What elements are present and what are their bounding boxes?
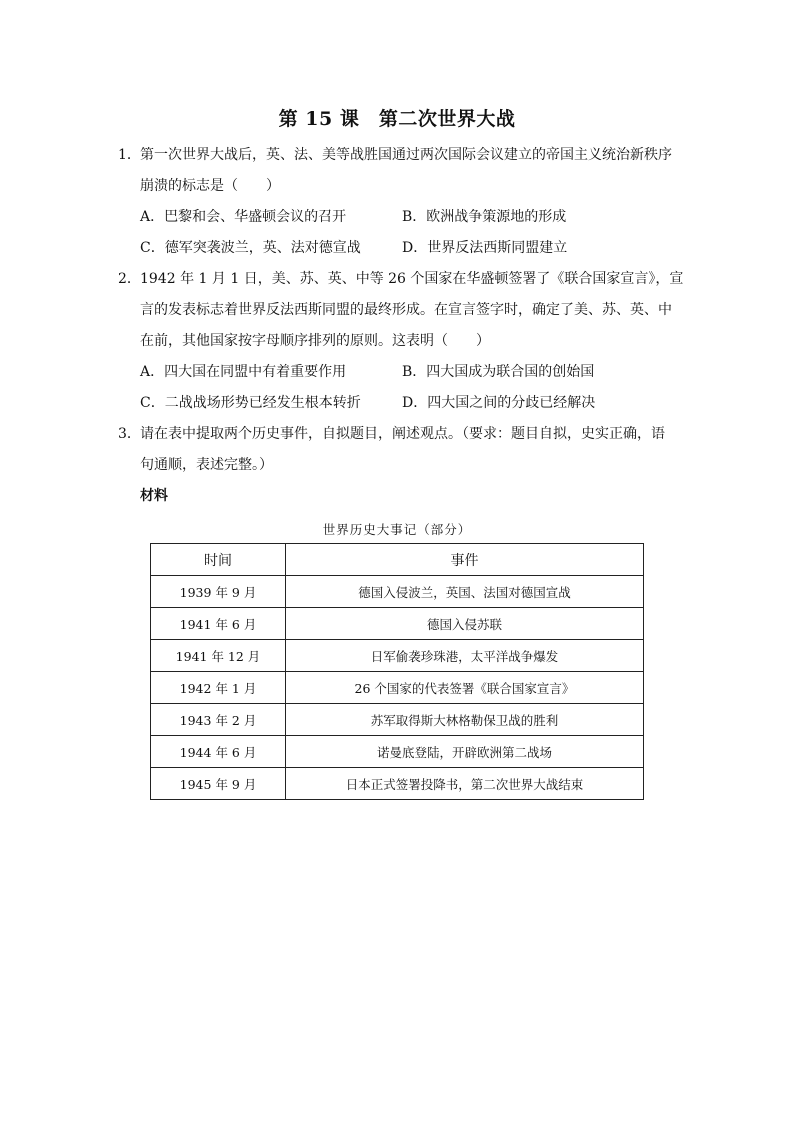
option-row	[118, 388, 678, 419]
option-row	[118, 202, 678, 233]
question-number: 3．	[118, 426, 141, 442]
cell-event: 日军偷袭珍珠港，太平洋战争爆发	[286, 640, 644, 672]
column-header-event: 事件	[286, 544, 644, 576]
question-text-line: 在前，其他国家按字母顺序排列的原则。这表明（ ）	[140, 333, 490, 349]
question-number: 1．	[118, 147, 141, 163]
cell-event: 德国入侵波兰，英国、法国对德国宣战	[286, 576, 644, 608]
question-text-line: 崩溃的标志是（ ）	[140, 178, 280, 194]
cell-event: 诺曼底登陆，开辟欧洲第二战场	[286, 736, 644, 768]
table-caption: 世界历史大事记（部分）	[322, 522, 472, 537]
cell-event: 苏军取得斯大林格勒保卫战的胜利	[286, 704, 644, 736]
table-row	[151, 576, 644, 608]
option-d: D．四大国之间的分歧已经解决	[402, 395, 596, 411]
table-row	[151, 768, 644, 800]
option-b: B．欧洲战争策源地的形成	[402, 209, 567, 225]
cell-time: 1939 年 9 月	[151, 576, 286, 608]
cell-time: 1943 年 2 月	[151, 704, 286, 736]
option-c: C．德军突袭波兰，英、法对德宣战	[140, 240, 361, 256]
cell-event: 日本正式签署投降书，第二次世界大战结束	[286, 768, 644, 800]
cell-time: 1942 年 1 月	[151, 672, 286, 704]
cell-time: 1944 年 6 月	[151, 736, 286, 768]
option-c: C．二战战场形势已经发生根本转折	[140, 395, 361, 411]
question-number: 2．	[118, 271, 141, 287]
column-header-time: 时间	[151, 544, 286, 576]
material-label: 材料	[140, 488, 168, 504]
question-text-line: 第一次世界大战后，英、法、美等战胜国通过两次国际会议建立的帝国主义统治新秩序	[140, 147, 672, 163]
table-row	[151, 640, 644, 672]
table-row	[151, 704, 644, 736]
question-text-line: 1942 年 1 月 1 日，美、苏、英、中等 26 个国家在华盛顿签署了《联合国家宣言》，宣	[140, 271, 684, 287]
table-header-row	[151, 544, 644, 576]
question-2	[118, 264, 684, 419]
table-row	[151, 672, 644, 704]
cell-time: 1941 年 12 月	[151, 640, 286, 672]
cell-time: 1945 年 9 月	[151, 768, 286, 800]
question-3	[118, 419, 678, 512]
cell-event: 26 个国家的代表签署《联合国家宣言》	[286, 672, 644, 704]
table-row	[151, 736, 644, 768]
option-b: B．四大国成为联合国的创始国	[402, 364, 595, 380]
option-d: D．世界反法西斯同盟建立	[402, 240, 568, 256]
cell-event: 德国入侵苏联	[286, 608, 644, 640]
events-table	[150, 543, 644, 800]
page-title: 第 15 课 第二次世界大战	[278, 108, 516, 130]
option-a: A．巴黎和会、华盛顿会议的召开	[140, 209, 347, 225]
option-row	[118, 233, 678, 264]
question-1	[118, 140, 678, 264]
option-row	[118, 357, 678, 388]
question-text-line: 请在表中提取两个历史事件，自拟题目，阐述观点。（要求：题目自拟，史实正确，语	[140, 426, 665, 442]
table-row	[151, 608, 644, 640]
question-text-line: 句通顺，表述完整。）	[140, 457, 273, 473]
question-text-line: 言的发表标志着世界反法西斯同盟的最终形成。在宣言签字时，确定了美、苏、英、中	[140, 302, 672, 318]
cell-time: 1941 年 6 月	[151, 608, 286, 640]
option-a: A．四大国在同盟中有着重要作用	[140, 364, 347, 380]
